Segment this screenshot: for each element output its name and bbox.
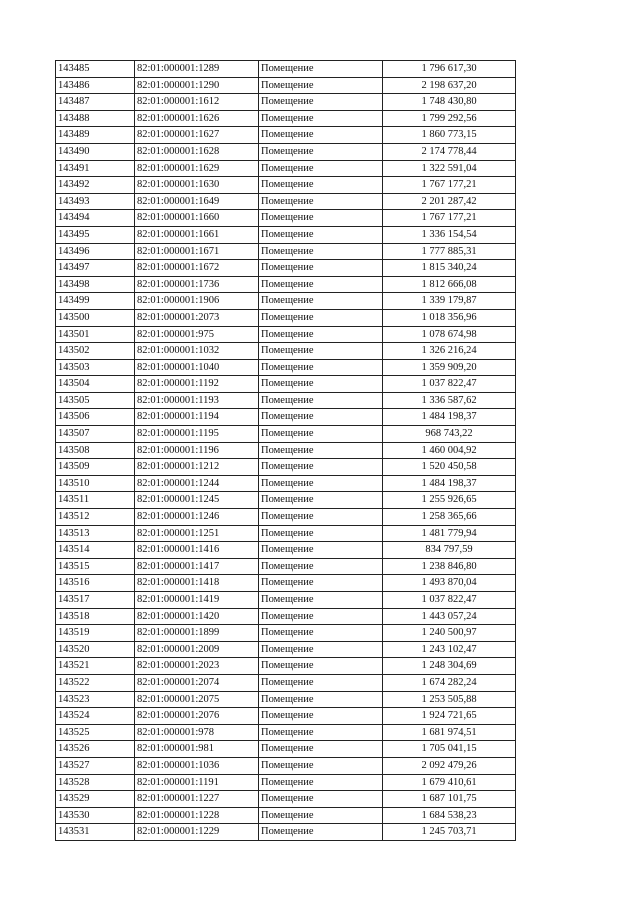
cadastral-number-cell: 82:01:000001:2076	[135, 708, 259, 725]
cadastral-value-cell: 1 484 198,37	[383, 409, 516, 426]
cadastral-value-cell: 1 748 430,80	[383, 94, 516, 111]
cadastral-number-cell: 82:01:000001:1290	[135, 77, 259, 94]
cadastral-number-cell: 82:01:000001:2075	[135, 691, 259, 708]
cadastral-value-cell: 1 255 926,65	[383, 492, 516, 509]
object-type-cell: Помещение	[259, 807, 383, 824]
cadastral-value-cell: 1 815 340,24	[383, 260, 516, 277]
object-type-cell: Помещение	[259, 492, 383, 509]
table-row	[56, 326, 516, 343]
table-row	[56, 409, 516, 426]
cadastral-value-cell: 2 174 778,44	[383, 143, 516, 160]
row-number-cell: 143518	[56, 608, 135, 625]
cadastral-number-cell: 82:01:000001:1195	[135, 426, 259, 443]
object-type-cell: Помещение	[259, 641, 383, 658]
table-row	[56, 309, 516, 326]
object-type-cell: Помещение	[259, 426, 383, 443]
cadastral-number-cell: 82:01:000001:1627	[135, 127, 259, 144]
cadastral-value-cell: 1 037 822,47	[383, 376, 516, 393]
cadastral-value-cell: 1 248 304,69	[383, 658, 516, 675]
cadastral-value-cell: 1 336 154,54	[383, 226, 516, 243]
cadastral-value-cell: 1 253 505,88	[383, 691, 516, 708]
cadastral-value-cell: 1 339 179,87	[383, 293, 516, 310]
object-type-cell: Помещение	[259, 774, 383, 791]
object-type-cell: Помещение	[259, 525, 383, 542]
row-number-cell: 143497	[56, 260, 135, 277]
object-type-cell: Помещение	[259, 741, 383, 758]
cadastral-value-cell: 1 679 410,61	[383, 774, 516, 791]
row-number-cell: 143511	[56, 492, 135, 509]
table-row	[56, 343, 516, 360]
object-type-cell: Помещение	[259, 61, 383, 78]
row-number-cell: 143512	[56, 509, 135, 526]
cadastral-value-cell: 1 705 041,15	[383, 741, 516, 758]
table-row	[56, 127, 516, 144]
cadastral-number-cell: 82:01:000001:1193	[135, 392, 259, 409]
cadastral-value-cell: 1 493 870,04	[383, 575, 516, 592]
object-type-cell: Помещение	[259, 625, 383, 642]
table-row	[56, 708, 516, 725]
cadastral-value-cell: 1 484 198,37	[383, 475, 516, 492]
cadastral-value-cell: 1 684 538,23	[383, 807, 516, 824]
table-row	[56, 359, 516, 376]
table-row	[56, 492, 516, 509]
cadastral-number-cell: 82:01:000001:1196	[135, 442, 259, 459]
cadastral-number-cell: 82:01:000001:1612	[135, 94, 259, 111]
cadastral-number-cell: 82:01:000001:2009	[135, 641, 259, 658]
object-type-cell: Помещение	[259, 94, 383, 111]
cadastral-value-cell: 2 092 479,26	[383, 757, 516, 774]
row-number-cell: 143527	[56, 757, 135, 774]
cadastral-number-cell: 82:01:000001:2074	[135, 674, 259, 691]
cadastral-value-cell: 834 797,59	[383, 542, 516, 559]
row-number-cell: 143493	[56, 193, 135, 210]
cadastral-value-cell: 1 767 177,21	[383, 177, 516, 194]
object-type-cell: Помещение	[259, 110, 383, 127]
object-type-cell: Помещение	[259, 724, 383, 741]
cadastral-value-cell: 1 812 666,08	[383, 276, 516, 293]
object-type-cell: Помещение	[259, 143, 383, 160]
row-number-cell: 143506	[56, 409, 135, 426]
cadastral-number-cell: 82:01:000001:1649	[135, 193, 259, 210]
table-row	[56, 210, 516, 227]
table-row	[56, 193, 516, 210]
cadastral-number-cell: 82:01:000001:1036	[135, 757, 259, 774]
cadastral-number-cell: 82:01:000001:1192	[135, 376, 259, 393]
row-number-cell: 143504	[56, 376, 135, 393]
row-number-cell: 143514	[56, 542, 135, 559]
cadastral-value-cell: 1 860 773,15	[383, 127, 516, 144]
table-row	[56, 807, 516, 824]
table-row	[56, 177, 516, 194]
table-row	[56, 625, 516, 642]
table-row	[56, 392, 516, 409]
cadastral-number-cell: 82:01:000001:1899	[135, 625, 259, 642]
object-type-cell: Помещение	[259, 359, 383, 376]
table-row	[56, 558, 516, 575]
table-row	[56, 459, 516, 476]
row-number-cell: 143488	[56, 110, 135, 127]
table-row	[56, 525, 516, 542]
cadastral-number-cell: 82:01:000001:1418	[135, 575, 259, 592]
row-number-cell: 143499	[56, 293, 135, 310]
cadastral-value-cell: 1 460 004,92	[383, 442, 516, 459]
row-number-cell: 143498	[56, 276, 135, 293]
object-type-cell: Помещение	[259, 177, 383, 194]
row-number-cell: 143524	[56, 708, 135, 725]
row-number-cell: 143507	[56, 426, 135, 443]
row-number-cell: 143495	[56, 226, 135, 243]
cadastral-number-cell: 82:01:000001:1228	[135, 807, 259, 824]
row-number-cell: 143508	[56, 442, 135, 459]
cadastral-number-cell: 82:01:000001:1736	[135, 276, 259, 293]
cadastral-value-cell: 1 481 779,94	[383, 525, 516, 542]
table-row	[56, 691, 516, 708]
cadastral-number-cell: 82:01:000001:1245	[135, 492, 259, 509]
object-type-cell: Помещение	[259, 243, 383, 260]
table-row	[56, 757, 516, 774]
row-number-cell: 143530	[56, 807, 135, 824]
cadastral-number-cell: 82:01:000001:1229	[135, 824, 259, 841]
cadastral-number-cell: 82:01:000001:1416	[135, 542, 259, 559]
table-row	[56, 110, 516, 127]
table-row	[56, 293, 516, 310]
row-number-cell: 143505	[56, 392, 135, 409]
table-row	[56, 276, 516, 293]
cadastral-value-cell: 1 767 177,21	[383, 210, 516, 227]
row-number-cell: 143519	[56, 625, 135, 642]
object-type-cell: Помещение	[259, 708, 383, 725]
cadastral-value-cell: 1 245 703,71	[383, 824, 516, 841]
cadastral-value-cell: 2 201 287,42	[383, 193, 516, 210]
row-number-cell: 143516	[56, 575, 135, 592]
row-number-cell: 143526	[56, 741, 135, 758]
cadastral-value-cell: 1 674 282,24	[383, 674, 516, 691]
row-number-cell: 143500	[56, 309, 135, 326]
table-row	[56, 243, 516, 260]
object-type-cell: Помещение	[259, 658, 383, 675]
object-type-cell: Помещение	[259, 558, 383, 575]
table-row	[56, 143, 516, 160]
cadastral-value-cell: 1 687 101,75	[383, 791, 516, 808]
row-number-cell: 143494	[56, 210, 135, 227]
cadastral-value-cell: 1 018 356,96	[383, 309, 516, 326]
object-type-cell: Помещение	[259, 442, 383, 459]
row-number-cell: 143486	[56, 77, 135, 94]
cadastral-value-cell: 2 198 637,20	[383, 77, 516, 94]
table-row	[56, 592, 516, 609]
row-number-cell: 143521	[56, 658, 135, 675]
cadastral-number-cell: 82:01:000001:975	[135, 326, 259, 343]
object-type-cell: Помещение	[259, 757, 383, 774]
object-type-cell: Помещение	[259, 824, 383, 841]
table-row	[56, 674, 516, 691]
cadastral-number-cell: 82:01:000001:1227	[135, 791, 259, 808]
cadastral-number-cell: 82:01:000001:2023	[135, 658, 259, 675]
row-number-cell: 143522	[56, 674, 135, 691]
cadastral-value-cell: 1 777 885,31	[383, 243, 516, 260]
table-row	[56, 442, 516, 459]
object-type-cell: Помещение	[259, 260, 383, 277]
cadastral-number-cell: 82:01:000001:1040	[135, 359, 259, 376]
cadastral-value-cell: 1 796 617,30	[383, 61, 516, 78]
table-row	[56, 791, 516, 808]
row-number-cell: 143509	[56, 459, 135, 476]
row-number-cell: 143531	[56, 824, 135, 841]
table-row	[56, 542, 516, 559]
object-type-cell: Помещение	[259, 376, 383, 393]
row-number-cell: 143503	[56, 359, 135, 376]
table-row	[56, 724, 516, 741]
row-number-cell: 143485	[56, 61, 135, 78]
object-type-cell: Помещение	[259, 343, 383, 360]
cadastral-number-cell: 82:01:000001:1661	[135, 226, 259, 243]
table-row	[56, 226, 516, 243]
row-number-cell: 143496	[56, 243, 135, 260]
cadastral-number-cell: 82:01:000001:1672	[135, 260, 259, 277]
cadastral-value-cell: 1 258 365,66	[383, 509, 516, 526]
cadastral-number-cell: 82:01:000001:978	[135, 724, 259, 741]
object-type-cell: Помещение	[259, 226, 383, 243]
cadastral-value-table	[55, 60, 516, 841]
object-type-cell: Помещение	[259, 160, 383, 177]
row-number-cell: 143513	[56, 525, 135, 542]
object-type-cell: Помещение	[259, 475, 383, 492]
table-row	[56, 641, 516, 658]
row-number-cell: 143510	[56, 475, 135, 492]
row-number-cell: 143491	[56, 160, 135, 177]
table-row	[56, 608, 516, 625]
object-type-cell: Помещение	[259, 409, 383, 426]
row-number-cell: 143520	[56, 641, 135, 658]
cadastral-value-cell: 1 443 057,24	[383, 608, 516, 625]
cadastral-number-cell: 82:01:000001:1660	[135, 210, 259, 227]
cadastral-value-cell: 1 520 450,58	[383, 459, 516, 476]
cadastral-value-cell: 1 799 292,56	[383, 110, 516, 127]
cadastral-number-cell: 82:01:000001:1420	[135, 608, 259, 625]
object-type-cell: Помещение	[259, 608, 383, 625]
object-type-cell: Помещение	[259, 77, 383, 94]
cadastral-number-cell: 82:01:000001:1419	[135, 592, 259, 609]
object-type-cell: Помещение	[259, 309, 383, 326]
table-row	[56, 509, 516, 526]
object-type-cell: Помещение	[259, 592, 383, 609]
object-type-cell: Помещение	[259, 276, 383, 293]
row-number-cell: 143528	[56, 774, 135, 791]
cadastral-value-cell: 1 924 721,65	[383, 708, 516, 725]
object-type-cell: Помещение	[259, 193, 383, 210]
row-number-cell: 143529	[56, 791, 135, 808]
cadastral-value-cell: 1 681 974,51	[383, 724, 516, 741]
cadastral-value-cell: 1 238 846,80	[383, 558, 516, 575]
cadastral-number-cell: 82:01:000001:1032	[135, 343, 259, 360]
row-number-cell: 143502	[56, 343, 135, 360]
row-number-cell: 143490	[56, 143, 135, 160]
object-type-cell: Помещение	[259, 542, 383, 559]
cadastral-number-cell: 82:01:000001:1626	[135, 110, 259, 127]
object-type-cell: Помещение	[259, 691, 383, 708]
cadastral-value-cell: 1 037 822,47	[383, 592, 516, 609]
row-number-cell: 143517	[56, 592, 135, 609]
table-row	[56, 658, 516, 675]
table-row	[56, 376, 516, 393]
cadastral-number-cell: 82:01:000001:1246	[135, 509, 259, 526]
table-row	[56, 824, 516, 841]
object-type-cell: Помещение	[259, 791, 383, 808]
object-type-cell: Помещение	[259, 459, 383, 476]
cadastral-value-cell: 1 240 500,97	[383, 625, 516, 642]
object-type-cell: Помещение	[259, 326, 383, 343]
cadastral-value-cell: 968 743,22	[383, 426, 516, 443]
cadastral-value-cell: 1 326 216,24	[383, 343, 516, 360]
table-row	[56, 94, 516, 111]
table-row	[56, 77, 516, 94]
cadastral-number-cell: 82:01:000001:1244	[135, 475, 259, 492]
cadastral-number-cell: 82:01:000001:1251	[135, 525, 259, 542]
table-row	[56, 61, 516, 78]
cadastral-number-cell: 82:01:000001:1906	[135, 293, 259, 310]
row-number-cell: 143525	[56, 724, 135, 741]
cadastral-number-cell: 82:01:000001:1417	[135, 558, 259, 575]
object-type-cell: Помещение	[259, 293, 383, 310]
cadastral-number-cell: 82:01:000001:1191	[135, 774, 259, 791]
cadastral-number-cell: 82:01:000001:981	[135, 741, 259, 758]
row-number-cell: 143523	[56, 691, 135, 708]
cadastral-number-cell: 82:01:000001:1629	[135, 160, 259, 177]
cadastral-number-cell: 82:01:000001:1212	[135, 459, 259, 476]
cadastral-number-cell: 82:01:000001:1194	[135, 409, 259, 426]
table-row	[56, 160, 516, 177]
row-number-cell: 143489	[56, 127, 135, 144]
row-number-cell: 143515	[56, 558, 135, 575]
object-type-cell: Помещение	[259, 575, 383, 592]
cadastral-value-cell: 1 322 591,04	[383, 160, 516, 177]
table-row	[56, 426, 516, 443]
object-type-cell: Помещение	[259, 509, 383, 526]
table-row	[56, 475, 516, 492]
cadastral-value-cell: 1 359 909,20	[383, 359, 516, 376]
cadastral-number-cell: 82:01:000001:1289	[135, 61, 259, 78]
table-row	[56, 741, 516, 758]
table-row	[56, 774, 516, 791]
table-row	[56, 575, 516, 592]
object-type-cell: Помещение	[259, 127, 383, 144]
cadastral-number-cell: 82:01:000001:1628	[135, 143, 259, 160]
row-number-cell: 143487	[56, 94, 135, 111]
cadastral-number-cell: 82:01:000001:1671	[135, 243, 259, 260]
table-row	[56, 260, 516, 277]
row-number-cell: 143501	[56, 326, 135, 343]
cadastral-number-cell: 82:01:000001:1630	[135, 177, 259, 194]
cadastral-value-cell: 1 243 102,47	[383, 641, 516, 658]
cadastral-number-cell: 82:01:000001:2073	[135, 309, 259, 326]
row-number-cell: 143492	[56, 177, 135, 194]
object-type-cell: Помещение	[259, 392, 383, 409]
table-body	[56, 61, 516, 841]
object-type-cell: Помещение	[259, 210, 383, 227]
cadastral-value-cell: 1 336 587,62	[383, 392, 516, 409]
object-type-cell: Помещение	[259, 674, 383, 691]
cadastral-value-cell: 1 078 674,98	[383, 326, 516, 343]
